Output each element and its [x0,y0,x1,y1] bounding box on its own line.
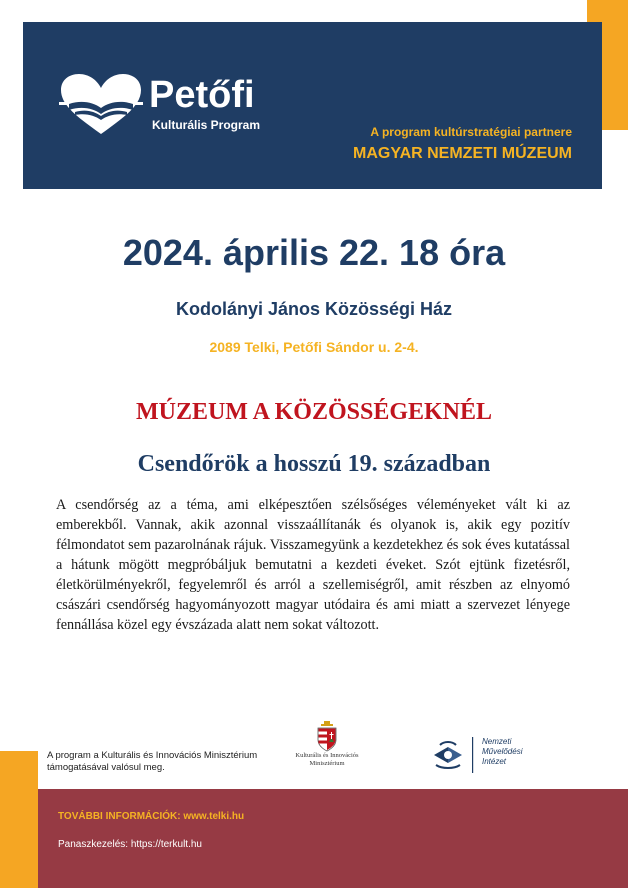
event-subtitle: Csendőrök a hosszú 19. században [137,451,491,477]
support-statement: A program a Kulturális és Innovációs Minisztérium támogatásával valósul meg. [47,750,258,773]
more-info-link[interactable]: TOVÁBBI INFORMÁCIÓK: www.telki.hu [58,811,245,822]
nmi-logo [430,735,540,780]
petofi-logo [59,74,289,144]
nmi-name [482,737,522,767]
event-description: A csendőrség az a téma, ami elképesztően szélsőséges véleményeket vált ki az emberekből. Vannak, akik azonnal visszaállítanák és olyanok is, akik egy pozitív félmondatot sem pazarolnának rájuk. Visszamegyünk a kezdetekhez és sok éves kutatással a hátunk mögött megpróbáljuk bemutatni a kezdeti éveket. Szót ejtünk fizetésről, életkörülményekről, fegyelemről és arról a szellemiségről, amit részben az elnyomó császári csendőrség hagyományozott magyar utódaira és ami miatt a szervezet lényege fennállása közel egy évszázada alatt nem sokat változott. [56,497,570,633]
nmi-name-line2: Művelődési [482,747,523,756]
header-banner [23,22,602,189]
partner-label: A program kultúrstratégiai partnere [370,125,572,139]
complaints-link[interactable]: Panaszkezelés: https://terkult.hu [58,839,202,850]
event-venue: Kodolányi János Közösségi Ház [175,299,453,319]
nmi-logo-icon [430,735,476,775]
partner-name: MAGYAR NEMZETI MÚZEUM [353,145,572,162]
nmi-name-line3: Intézet [482,757,507,766]
ministry-name-line2: Minisztérium [309,760,345,767]
hungarian-coat-of-arms-icon [316,720,338,752]
ministry-name-line1: Kulturális és Innovációs [295,752,359,759]
logo-subtitle: Kulturális Program [152,118,261,132]
bottom-left-accent-bar [0,751,38,888]
event-address: 2089 Telki, Petőfi Sándor u. 2-4. [209,339,419,355]
footer-bar [38,789,628,888]
logo-title: Petőfi [149,74,255,116]
heart-book-logo-icon [59,74,143,136]
nmi-name-line1: Nemzeti [482,737,512,746]
ministry-logo [277,720,377,780]
event-date: 2024. április 22. 18 óra [122,232,506,273]
event-title: MÚZEUM A KÖZÖSSÉGEKNÉL [135,399,493,425]
